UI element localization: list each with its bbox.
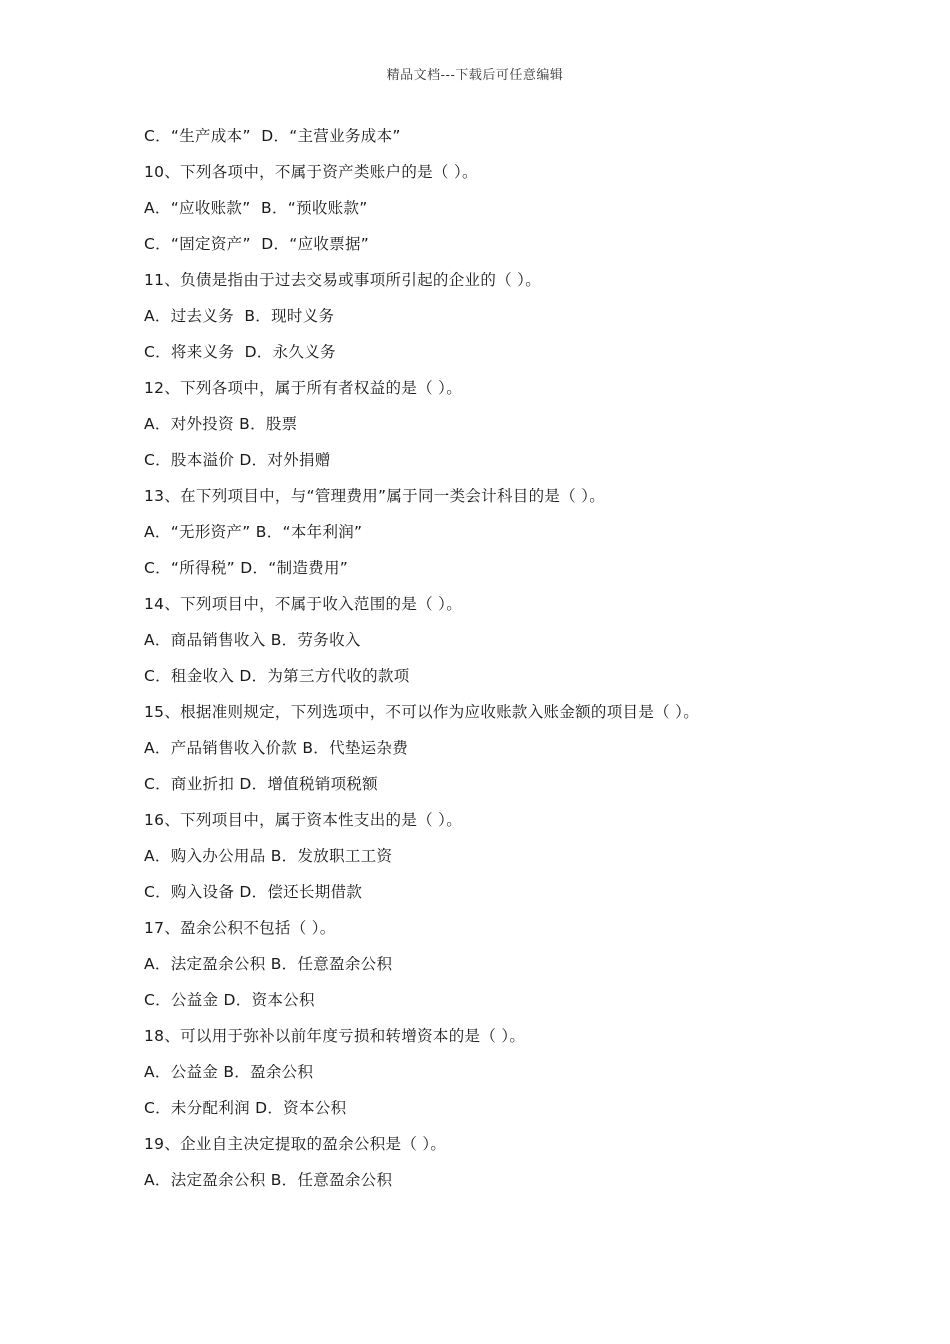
question-line: 15、根据准则规定，下列选项中，不可以作为应收账款入账金额的项目是（ ）。 (144, 703, 700, 721)
option-line: A．法定盈余公积 B．任意盈余公积 (144, 1171, 393, 1189)
question-line: 14、下列项目中，不属于收入范围的是（ ）。 (144, 595, 463, 613)
question-line: 13、在下列项目中，与“管理费用”属于同一类会计科目的是（ ）。 (144, 487, 606, 505)
option-line: C．租金收入 D．为第三方代收的款项 (144, 667, 410, 685)
option-line: A．“无形资产” B．“本年利润” (144, 523, 363, 541)
option-line: A．公益金 B．盈余公积 (144, 1063, 314, 1081)
question-line: 11、负债是指由于过去交易或事项所引起的企业的（ ）。 (144, 271, 542, 289)
question-line: 17、盈余公积不包括（ ）。 (144, 919, 336, 937)
document-body (144, 124, 844, 1204)
question-line: 19、企业自主决定提取的盈余公积是（ ）。 (144, 1135, 447, 1153)
page-header: 精品文档---下载后可任意编辑 (386, 68, 564, 83)
question-line: 18、可以用于弥补以前年度亏损和转增资本的是（ ）。 (144, 1027, 526, 1045)
option-line: C．将来义务 D．永久义务 (144, 343, 336, 361)
option-line: C．“固定资产” D．“应收票据” (144, 235, 370, 253)
option-line: A．对外投资 B．股票 (144, 415, 298, 433)
question-line: 12、下列各项中，属于所有者权益的是（ ）。 (144, 379, 463, 397)
option-line: C．商业折扣 D．增值税销项税额 (144, 775, 378, 793)
option-line: C．公益金 D．资本公积 (144, 991, 315, 1009)
option-line: A．购入办公用品 B．发放职工工资 (144, 847, 393, 865)
option-line: A．法定盈余公积 B．任意盈余公积 (144, 955, 393, 973)
option-line: C．购入设备 D．偿还长期借款 (144, 883, 363, 901)
option-line: C．未分配利润 D．资本公积 (144, 1099, 347, 1117)
option-line: A．过去义务 B．现时义务 (144, 307, 335, 325)
question-line: 16、下列项目中，属于资本性支出的是（ ）。 (144, 811, 463, 829)
option-line: A．“应收账款” B．“预收账款” (144, 199, 368, 217)
option-line: A．商品销售收入 B．劳务收入 (144, 631, 361, 649)
option-line: C．“生产成本” D．“主营业务成本” (144, 127, 401, 145)
question-line: 10、下列各项中，不属于资产类账户的是（ ）。 (144, 163, 478, 181)
option-line: A．产品销售收入价款 B．代垫运杂费 (144, 739, 409, 757)
option-line: C．股本溢价 D．对外捐赠 (144, 451, 331, 469)
option-line: C．“所得税” D．“制造费用” (144, 559, 349, 577)
